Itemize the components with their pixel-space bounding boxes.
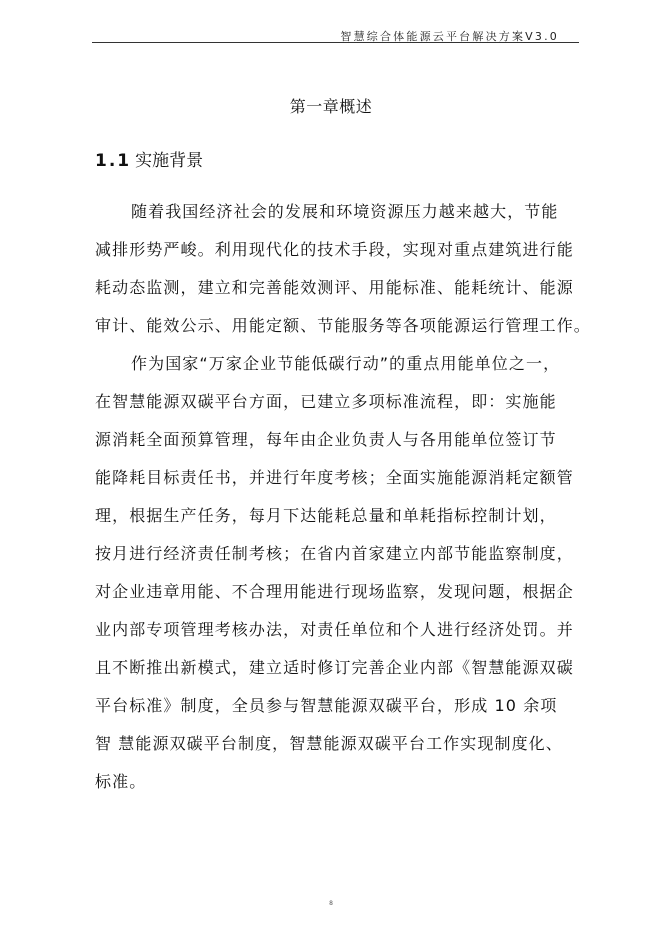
paragraph-line: 业内部专项管理考核办法，对责任单位和个人进行经济处罚。并: [95, 620, 574, 639]
running-header: 智慧综合体能源云平台解决方案V3.0: [340, 30, 559, 43]
paragraph-line: 耗动态监测，建立和完善能效测评、用能标准、能耗统计、能源: [95, 278, 574, 297]
paragraph-line: 对企业违章用能、不合理用能进行现场监察，发现问题，根据企: [95, 582, 574, 601]
paragraph-line: 平台标准》制度，全员参与智慧能源双碳平台，形成 10 余项: [95, 696, 558, 715]
section-heading: [95, 146, 203, 171]
paragraph-line: 源消耗全面预算管理，每年由企业负责人与各用能单位签订节: [95, 430, 557, 449]
paragraph-line: 作为国家“万家企业节能低碳行动”的重点用能单位之一，: [131, 354, 561, 373]
paragraph-line: 减排形势严峻。利用现代化的技术手段，实现对重点建筑进行能: [95, 240, 574, 259]
paragraph-line: 理，根据生产任务，每月下达能耗总量和单耗指标控制计划，: [95, 506, 557, 525]
paragraph-line: 智 慧能源双碳平台制度，智慧能源双碳平台工作实现制度化、: [95, 734, 563, 753]
chapter-title: 第一章概述: [289, 97, 373, 116]
section-title: 实施背景: [135, 151, 204, 171]
paragraph-line: 随着我国经济社会的发展和环境资源压力越来越大，节能: [131, 202, 559, 221]
page-number: 8: [329, 900, 333, 907]
paragraph-line: 能降耗目标责任书，并进行年度考核；全面实施能源消耗定额管: [95, 468, 574, 487]
body-text: [95, 193, 597, 801]
paragraph-line: 按月进行经济责任制考核；在省内首家建立内部节能监察制度，: [95, 544, 574, 563]
paragraph-line: 在智慧能源双碳平台方面，已建立多项标准流程，即：实施能: [95, 392, 557, 411]
header-rule: [92, 42, 579, 43]
paragraph-line: 审计、能效公示、用能定额、节能服务等各项能源运行管理工作。: [95, 316, 591, 335]
section-number: 1.1: [95, 151, 132, 171]
paragraph-1: [95, 193, 597, 345]
paragraph-2: [95, 345, 597, 801]
paragraph-line: 且不断推出新模式，建立适时修订完善企业内部《智慧能源双碳: [95, 658, 574, 677]
paragraph-line: 标准。: [95, 772, 147, 791]
